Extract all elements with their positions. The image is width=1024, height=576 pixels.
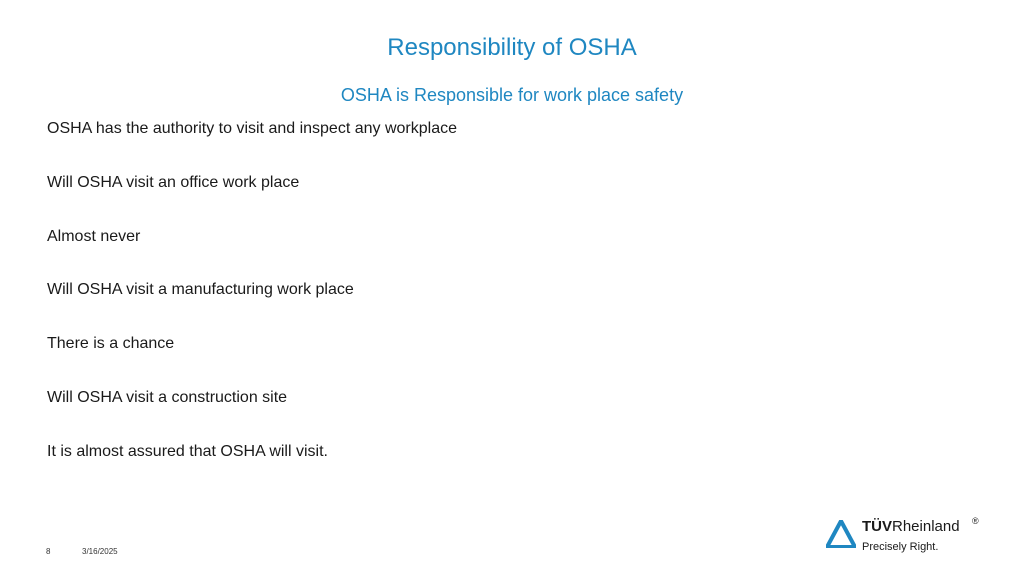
slide-title-text: Responsibility of OSHA [387, 34, 637, 61]
logo-tagline: Precisely Right. [862, 541, 939, 553]
logo-brand-regular: Rheinland [892, 518, 960, 535]
footer-date: 3/16/2025 [82, 547, 118, 556]
logo-brand-bold: TÜV [862, 518, 892, 535]
logo-brand-name [862, 518, 960, 535]
bullet-item: Will OSHA visit a construction site [47, 388, 288, 406]
triangle-logo-icon [826, 520, 856, 548]
bullet-item: Almost never [47, 227, 141, 245]
slide-title [0, 34, 1024, 62]
bullet-list [47, 119, 457, 496]
tuv-rheinland-logo [826, 518, 986, 558]
bullet-item: OSHA has the authority to visit and inspect any workplace [47, 120, 457, 137]
bullet-item: It is almost assured that OSHA will visit. [47, 442, 328, 460]
bullet-item: Will OSHA visit a manufacturing work place [47, 281, 354, 299]
registered-mark: ® [972, 516, 979, 526]
bullet-item: Will OSHA visit an office work place [47, 173, 300, 191]
bullet-item: There is a chance [47, 335, 175, 353]
page-number: 8 [46, 547, 51, 556]
slide-subtitle: OSHA is Responsible for work place safety [340, 85, 684, 105]
